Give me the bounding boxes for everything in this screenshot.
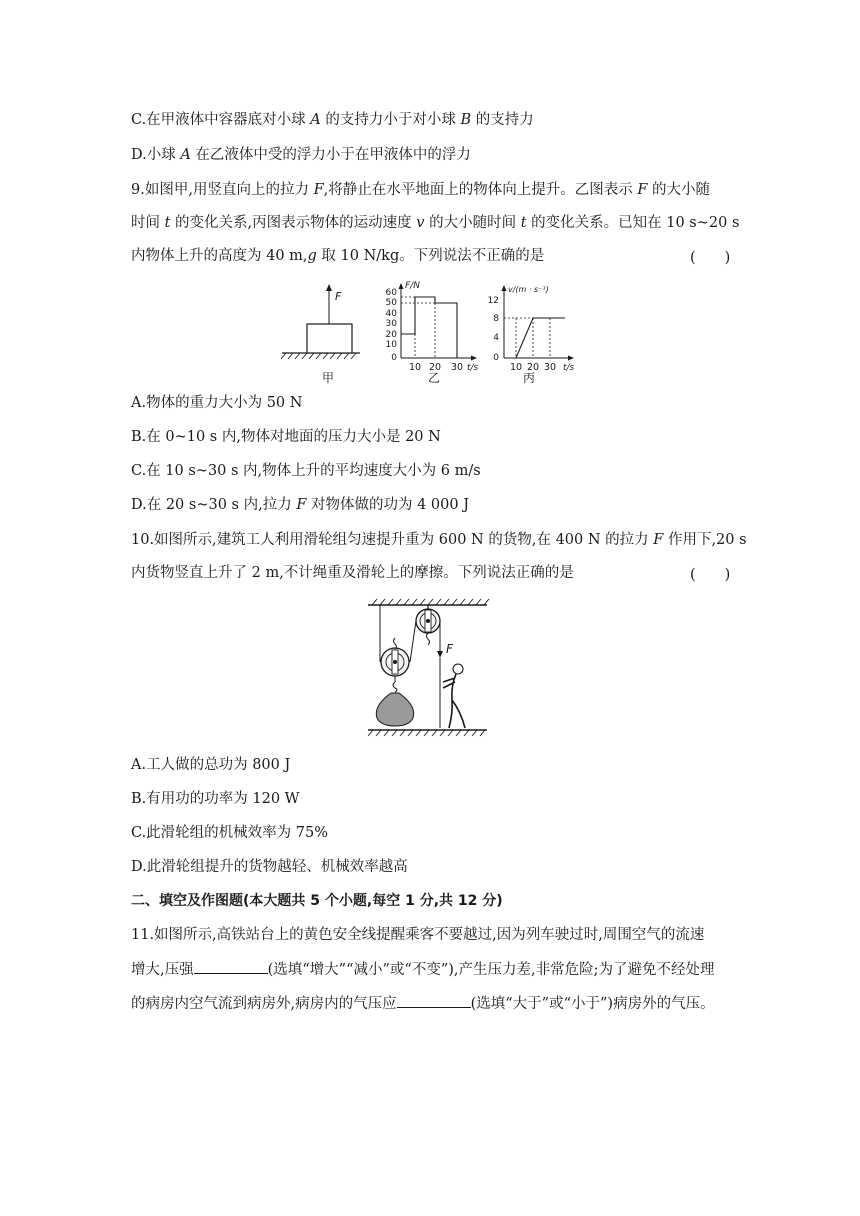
q11-blank-1[interactable] xyxy=(194,959,268,974)
yi-ytick: 30 xyxy=(385,319,397,329)
q9-stem-line3: 内物体上升的高度为 40 m,g 取 10 N/kg。下列说法不正确的是 xyxy=(131,248,545,264)
q10-option-d: D.此滑轮组提升的货物越轻、机械效率越高 xyxy=(131,859,408,875)
figure-bing xyxy=(488,285,575,385)
yi-xtick: 10 xyxy=(408,362,422,373)
yi-ytick: 40 xyxy=(385,309,397,319)
q10-stem-line2: 内货物竖直上升了 2 m,不计绳重及滑轮上的摩擦。下列说法正确的是 xyxy=(131,565,574,581)
yi-ytick: 10 xyxy=(385,340,397,350)
yi-xtick: 20 xyxy=(428,362,442,373)
figure-jia xyxy=(281,284,360,385)
bing-xtick: 20 xyxy=(526,362,540,373)
bing-xlabel: t/s xyxy=(563,363,575,373)
worker-body xyxy=(443,674,465,728)
yi-xtick: 30 xyxy=(450,362,464,373)
caption-jia: 甲 xyxy=(322,371,335,385)
q8-option-d: D.小球 A 在乙液体中受的浮力小于在甲液体中的浮力 xyxy=(131,147,471,163)
bing-xtick: 30 xyxy=(543,362,557,373)
bing-ytick: 8 xyxy=(493,314,499,324)
yi-force-curve xyxy=(401,297,457,358)
figure-yi xyxy=(386,281,479,385)
force-label-pulley: F xyxy=(446,642,453,656)
q11-blank-2[interactable] xyxy=(397,993,471,1008)
bing-ytick: 0 xyxy=(493,353,499,363)
q10-option-c: C.此滑轮组的机械效率为 75% xyxy=(131,825,329,841)
q11-stem-line2: 增大,压强 (选填“增大”“减小”或“不变”),产生压力差,非常危险;为了避免不经处理 xyxy=(131,959,715,980)
q9-stem-line2: 时间 t 的变化关系,丙图表示物体的运动速度 v 的大小随时间 t 的变化关系。已知在 10 s~20 s xyxy=(131,215,740,231)
caption-yi: 乙 xyxy=(428,371,441,385)
worker-head xyxy=(453,664,463,674)
q9-option-b: B.在 0~10 s 内,物体对地面的压力大小是 20 N xyxy=(131,429,441,445)
bing-ytick: 4 xyxy=(493,333,499,343)
yi-ytick: 20 xyxy=(385,330,397,340)
section-2-title: 二、填空及作图题(本大题共 5 个小题,每空 1 分,共 12 分) xyxy=(131,893,503,909)
yi-ylabel: F/N xyxy=(405,281,420,291)
q9-answer-bracket: ( ) xyxy=(690,250,731,266)
q10-option-a: A.工人做的总功为 800 J xyxy=(131,757,291,773)
q10-option-b: B.有用功的功率为 120 W xyxy=(131,791,300,807)
q11-stem-line1: 11.如图所示,高铁站台上的黄色安全线提醒乘客不要越过,因为列车驶过时,周围空气的流速 xyxy=(131,927,705,943)
q11-stem-line3: 的病房内空气流到病房外,病房内的气压应 (选填“大于”或“小于”)病房外的气压。 xyxy=(131,993,715,1014)
bing-velocity-curve xyxy=(504,318,565,358)
cargo-bag xyxy=(376,693,413,726)
object-block xyxy=(307,324,352,353)
yi-ytick: 50 xyxy=(385,298,397,308)
q9-option-d: D.在 20 s~30 s 内,拉力 F 对物体做的功为 4 000 J xyxy=(131,497,470,513)
q10-pulley-figure xyxy=(365,596,490,744)
q10-answer-bracket: ( ) xyxy=(690,567,731,583)
yi-ytick: 60 xyxy=(385,288,397,298)
yi-ytick: 0 xyxy=(391,353,397,363)
force-label-jia: F xyxy=(335,290,342,303)
bing-ylabel: v/(m · s⁻¹) xyxy=(508,285,549,294)
q9-stem-line1: 9.如图甲,用竖直向上的拉力 F,将静止在水平地面上的物体向上提升。乙图表示 F 的大小随 xyxy=(131,182,711,198)
q8-option-c: C.在甲液体中容器底对小球 A 的支持力小于对小球 B 的支持力 xyxy=(131,112,534,128)
bing-xtick: 10 xyxy=(509,362,523,373)
q9-option-a: A.物体的重力大小为 50 N xyxy=(131,395,303,411)
yi-xlabel: t/s xyxy=(467,363,479,373)
q10-stem-line1: 10.如图所示,建筑工人利用滑轮组匀速提升重为 600 N 的货物,在 400 N 的拉力 F 作用下,20 s xyxy=(131,532,747,548)
caption-bing: 丙 xyxy=(523,371,536,385)
bing-ytick: 12 xyxy=(487,296,499,306)
q9-figures xyxy=(280,278,590,386)
q9-option-c: C.在 10 s~30 s 内,物体上升的平均速度大小为 6 m/s xyxy=(131,463,481,479)
